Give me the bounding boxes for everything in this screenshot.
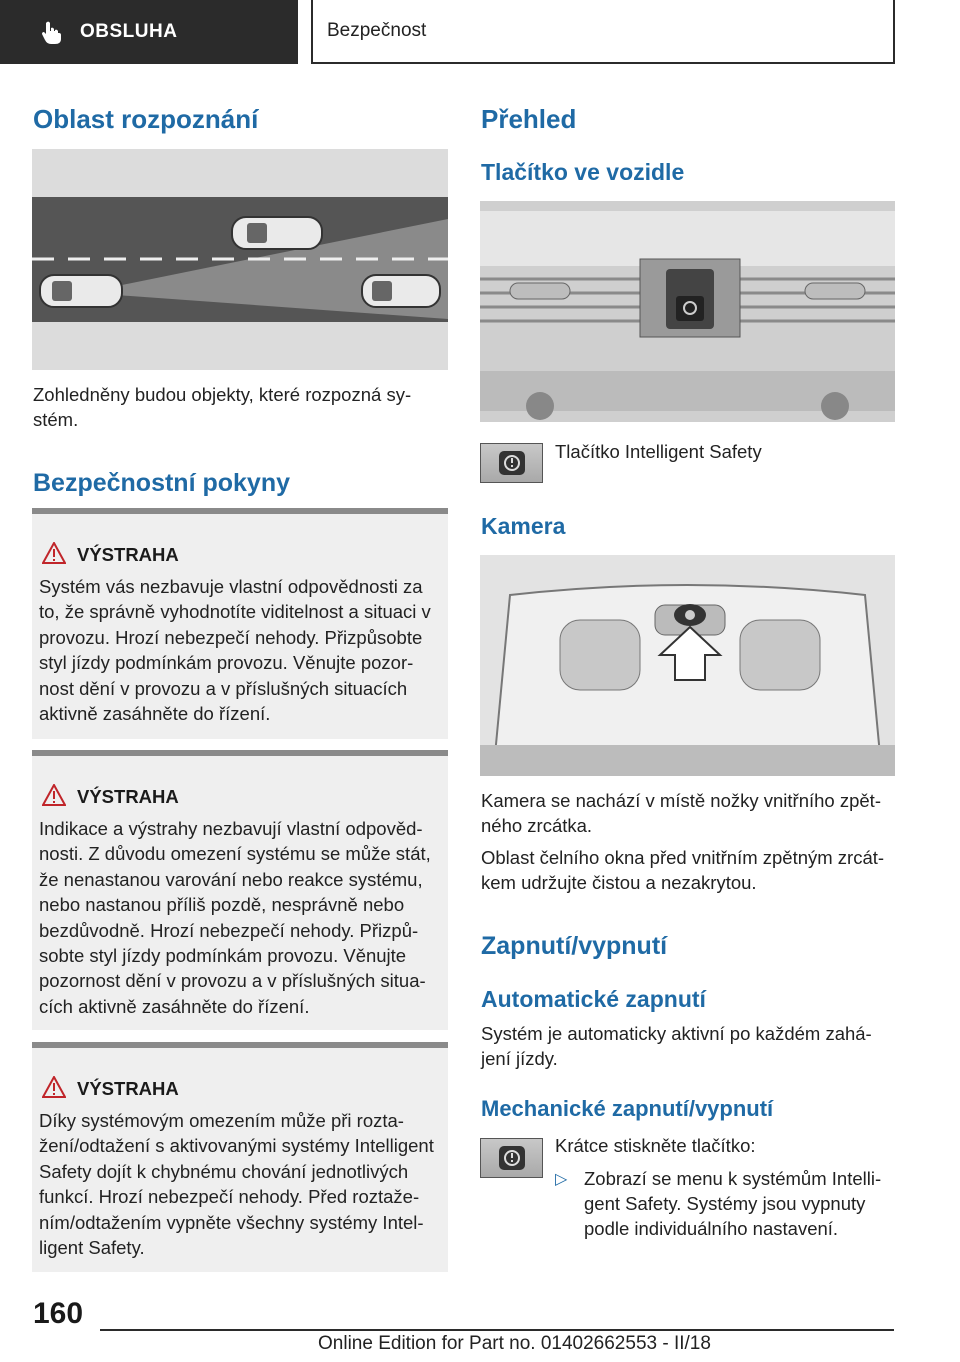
heading-overview: Přehled [481,104,577,134]
auto-text: Systém je automaticky aktivní po každém zahá- jení jízdy. [481,1023,872,1069]
warning-title: VÝSTRAHA [77,1078,179,1099]
heading-onoff: Zapnutí/vypnutí [481,932,668,960]
button-caption: Tlačítko Intelligent Safety [555,441,762,462]
camera-location-illustration [480,555,895,776]
camera-text-1: Kamera se nachází v místě nožky vnitřního zpět- ného zrcátka. [481,790,881,836]
warning-title: VÝSTRAHA [77,786,179,807]
heading-safety: Bezpečnostní pokyny [33,469,290,497]
bullet-text: Zobrazí se menu k systémům Intelli- gent Safety. Systémy jsou vypnuty podle individuálního nastavení. [584,1168,882,1239]
dashboard-button-illustration [480,201,895,422]
warning-title: VÝSTRAHA [77,544,179,565]
warning-box [32,508,448,739]
footer-edition: Online Edition for Part no. 01402662553 - II/18 [318,1333,711,1354]
warning-body: Indikace a výstrahy nezbavují vlastní odpověd-nosti. Z důvodu omezení systému se může stát, že nenastanou varování nebo reakce systému, nebo nastanou příliš pozdě, nesprávně nebo bezdůvodně. Hrozí nebezpečí nehody. Přizpů-sobte styl jízdy podmínkám provozu. Věnujte pozornost dění v provozu a v příslušných situa-cích aktivně zasáhněte do řízení. [39,818,431,1017]
heading-button: Tlačítko ve vozidle [481,159,685,185]
footer-divider [100,1329,894,1331]
area-description: Zohledněny budou objekty, které rozpozná sy- stém. [33,384,412,430]
hand-icon [38,19,64,45]
warning-triangle-icon [42,784,66,806]
heading-area: Oblast rozpoznání [33,104,259,134]
chapter-tab[interactable] [311,0,895,64]
heading-manual: Mechanické zapnutí/vypnutí [481,1096,774,1121]
intelligent-safety-button-icon [480,443,543,483]
warning-triangle-icon [42,1076,66,1098]
warning-box [32,1042,448,1272]
section-tab[interactable] [0,0,298,64]
heading-camera: Kamera [481,513,566,539]
manual-text: Krátce stiskněte tlačítko: [555,1135,756,1156]
warning-box [32,750,448,1030]
warning-body: Díky systémovým omezením může při rozta-žení/odtažení s aktivovanými systémy Intelligent Safety dojít k chybnému chování jednotlivých funkcí. Hrozí nebezpečí nehody. Před roztaže-ním/odtažením vypněte všechny systémy Intel-ligent Safety. [39,1110,434,1259]
chapter-label: Bezpečnost [327,20,427,41]
warning-triangle-icon [42,542,66,564]
camera-text-2: Oblast čelního okna před vnitřním zpětným zrcát- kem udržujte čistou a nezakrytou. [481,847,885,893]
bullet-marker-icon: ▷ [555,1171,568,1188]
section-label: OBSLUHA [80,21,178,42]
intelligent-safety-button-icon [480,1138,543,1178]
page-number: 160 [33,1297,84,1330]
detection-area-illustration [32,149,448,370]
warning-body: Systém vás nezbavuje vlastní odpovědnosti za to, že správně vyhodnotíte viditelnost a situaci v provozu. Hrozí nebezpečí nehody. Přizpůsobte styl jízdy podmínkám provozu. Věnujte pozor-nost dění v provozu a v příslušných situacích aktivně zasáhněte do řízení. [39,576,431,725]
heading-auto: Automatické zapnutí [481,986,706,1012]
